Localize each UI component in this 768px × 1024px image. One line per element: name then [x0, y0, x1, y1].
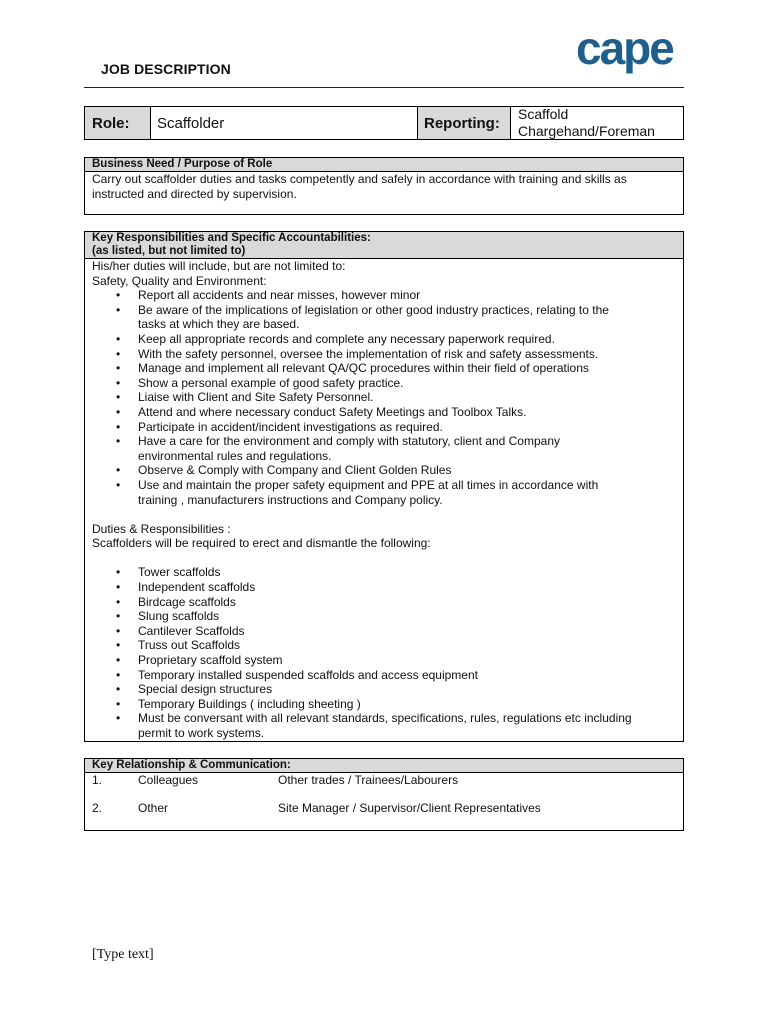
- list-item: • Temporary Buildings ( including sheeting ): [92, 697, 676, 712]
- list-item: • Independent scaffolds: [92, 580, 676, 595]
- list-item-continuation: permit to work systems.: [138, 726, 265, 740]
- list-item-continuation: training , manufacturers instructions and Company policy.: [138, 492, 443, 507]
- relationship-row: [92, 801, 676, 815]
- role-label: Role:: [85, 107, 151, 139]
- relationships-heading: Key Relationship & Communication:: [85, 759, 683, 773]
- duties-heading: Duties & Responsibilities :: [92, 521, 231, 536]
- responsibilities-heading-line1: Key Responsibilities and Specific Accountabilities:: [92, 232, 371, 244]
- reporting-value: [511, 107, 683, 139]
- list-item-continuation: environmental rules and regulations.: [138, 448, 332, 463]
- responsibilities-heading-line2: (as listed, but not limited to): [92, 245, 246, 257]
- relationship-name: Other: [138, 801, 169, 815]
- list-item: • Must be conversant with all relevant standards, specifications, rules, regulations etc including: [92, 711, 676, 726]
- business-need-heading: Business Need / Purpose of Role: [85, 158, 683, 172]
- list-item: • Attend and where necessary conduct Safety Meetings and Toolbox Talks.: [92, 405, 676, 420]
- list-item: • Show a personal example of good safety practice.: [92, 376, 676, 391]
- cape-logo: [576, 28, 686, 78]
- list-item: • Report all accidents and near misses, however minor: [92, 288, 676, 303]
- list-item: • Be aware of the implications of legislation or other good industry practices, relating to the: [92, 303, 676, 318]
- safety-list: [92, 288, 676, 507]
- reporting-value-line2: Chargehand/Foreman: [518, 123, 655, 139]
- list-item: • Tower scaffolds: [92, 565, 676, 580]
- relationship-desc: Other trades / Trainees/Labourers: [278, 773, 459, 787]
- reporting-label: Reporting:: [418, 107, 511, 139]
- list-item: • Slung scaffolds: [92, 609, 676, 624]
- duties-list: [92, 565, 676, 740]
- relationship-name: Colleagues: [138, 773, 199, 787]
- list-item: • Keep all appropriate records and complete any necessary paperwork required.: [92, 332, 676, 347]
- list-item-continuation: tasks at which they are based.: [138, 317, 300, 332]
- list-item: • Manage and implement all relevant QA/QC procedures within their field of operations: [92, 361, 676, 376]
- logo-text: cape: [576, 28, 673, 74]
- list-item: • Temporary installed suspended scaffolds and access equipment: [92, 668, 676, 683]
- list-item: • Special design structures: [92, 682, 676, 697]
- business-need-text-line1: Carry out scaffolder duties and tasks competently and safely in accordance with training and skills as: [92, 172, 627, 186]
- responsibilities-intro: His/her duties will include, but are not limited to:: [92, 259, 346, 273]
- responsibilities-section: [84, 231, 684, 742]
- title-divider: [84, 87, 684, 88]
- relationships-section: [84, 758, 684, 831]
- business-need-text-line2: instructed and directed by supervision.: [92, 186, 297, 201]
- business-need-section: [84, 157, 684, 215]
- relationship-number: 1.: [92, 773, 103, 787]
- footer-placeholder: [Type text]: [92, 947, 154, 962]
- list-item: • Birdcage scaffolds: [92, 595, 676, 610]
- list-item: • Use and maintain the proper safety equipment and PPE at all times in accordance with: [92, 478, 676, 493]
- relationship-number: 2.: [92, 801, 103, 815]
- reporting-value-line1: Scaffold: [518, 106, 569, 122]
- safety-subheading: Safety, Quality and Environment:: [92, 273, 267, 288]
- relationship-row: [92, 773, 676, 787]
- role-table: [84, 106, 684, 140]
- list-item: • Participate in accident/incident investigations as required.: [92, 420, 676, 435]
- role-value: Scaffolder: [151, 107, 418, 139]
- list-item: • Proprietary scaffold system: [92, 653, 676, 668]
- list-item: • Observe & Comply with Company and Client Golden Rules: [92, 463, 676, 478]
- list-item: • With the safety personnel, oversee the implementation of risk and safety assessments.: [92, 347, 676, 362]
- list-item: • Truss out Scaffolds: [92, 638, 676, 653]
- page-title: JOB DESCRIPTION: [101, 61, 231, 77]
- duties-intro: Scaffolders will be required to erect and dismantle the following:: [92, 536, 431, 551]
- list-item: • Have a care for the environment and comply with statutory, client and Company: [92, 434, 676, 449]
- relationship-desc: Site Manager / Supervisor/Client Representatives: [278, 801, 541, 815]
- list-item: • Cantilever Scaffolds: [92, 624, 676, 639]
- list-item: • Liaise with Client and Site Safety Personnel.: [92, 390, 676, 405]
